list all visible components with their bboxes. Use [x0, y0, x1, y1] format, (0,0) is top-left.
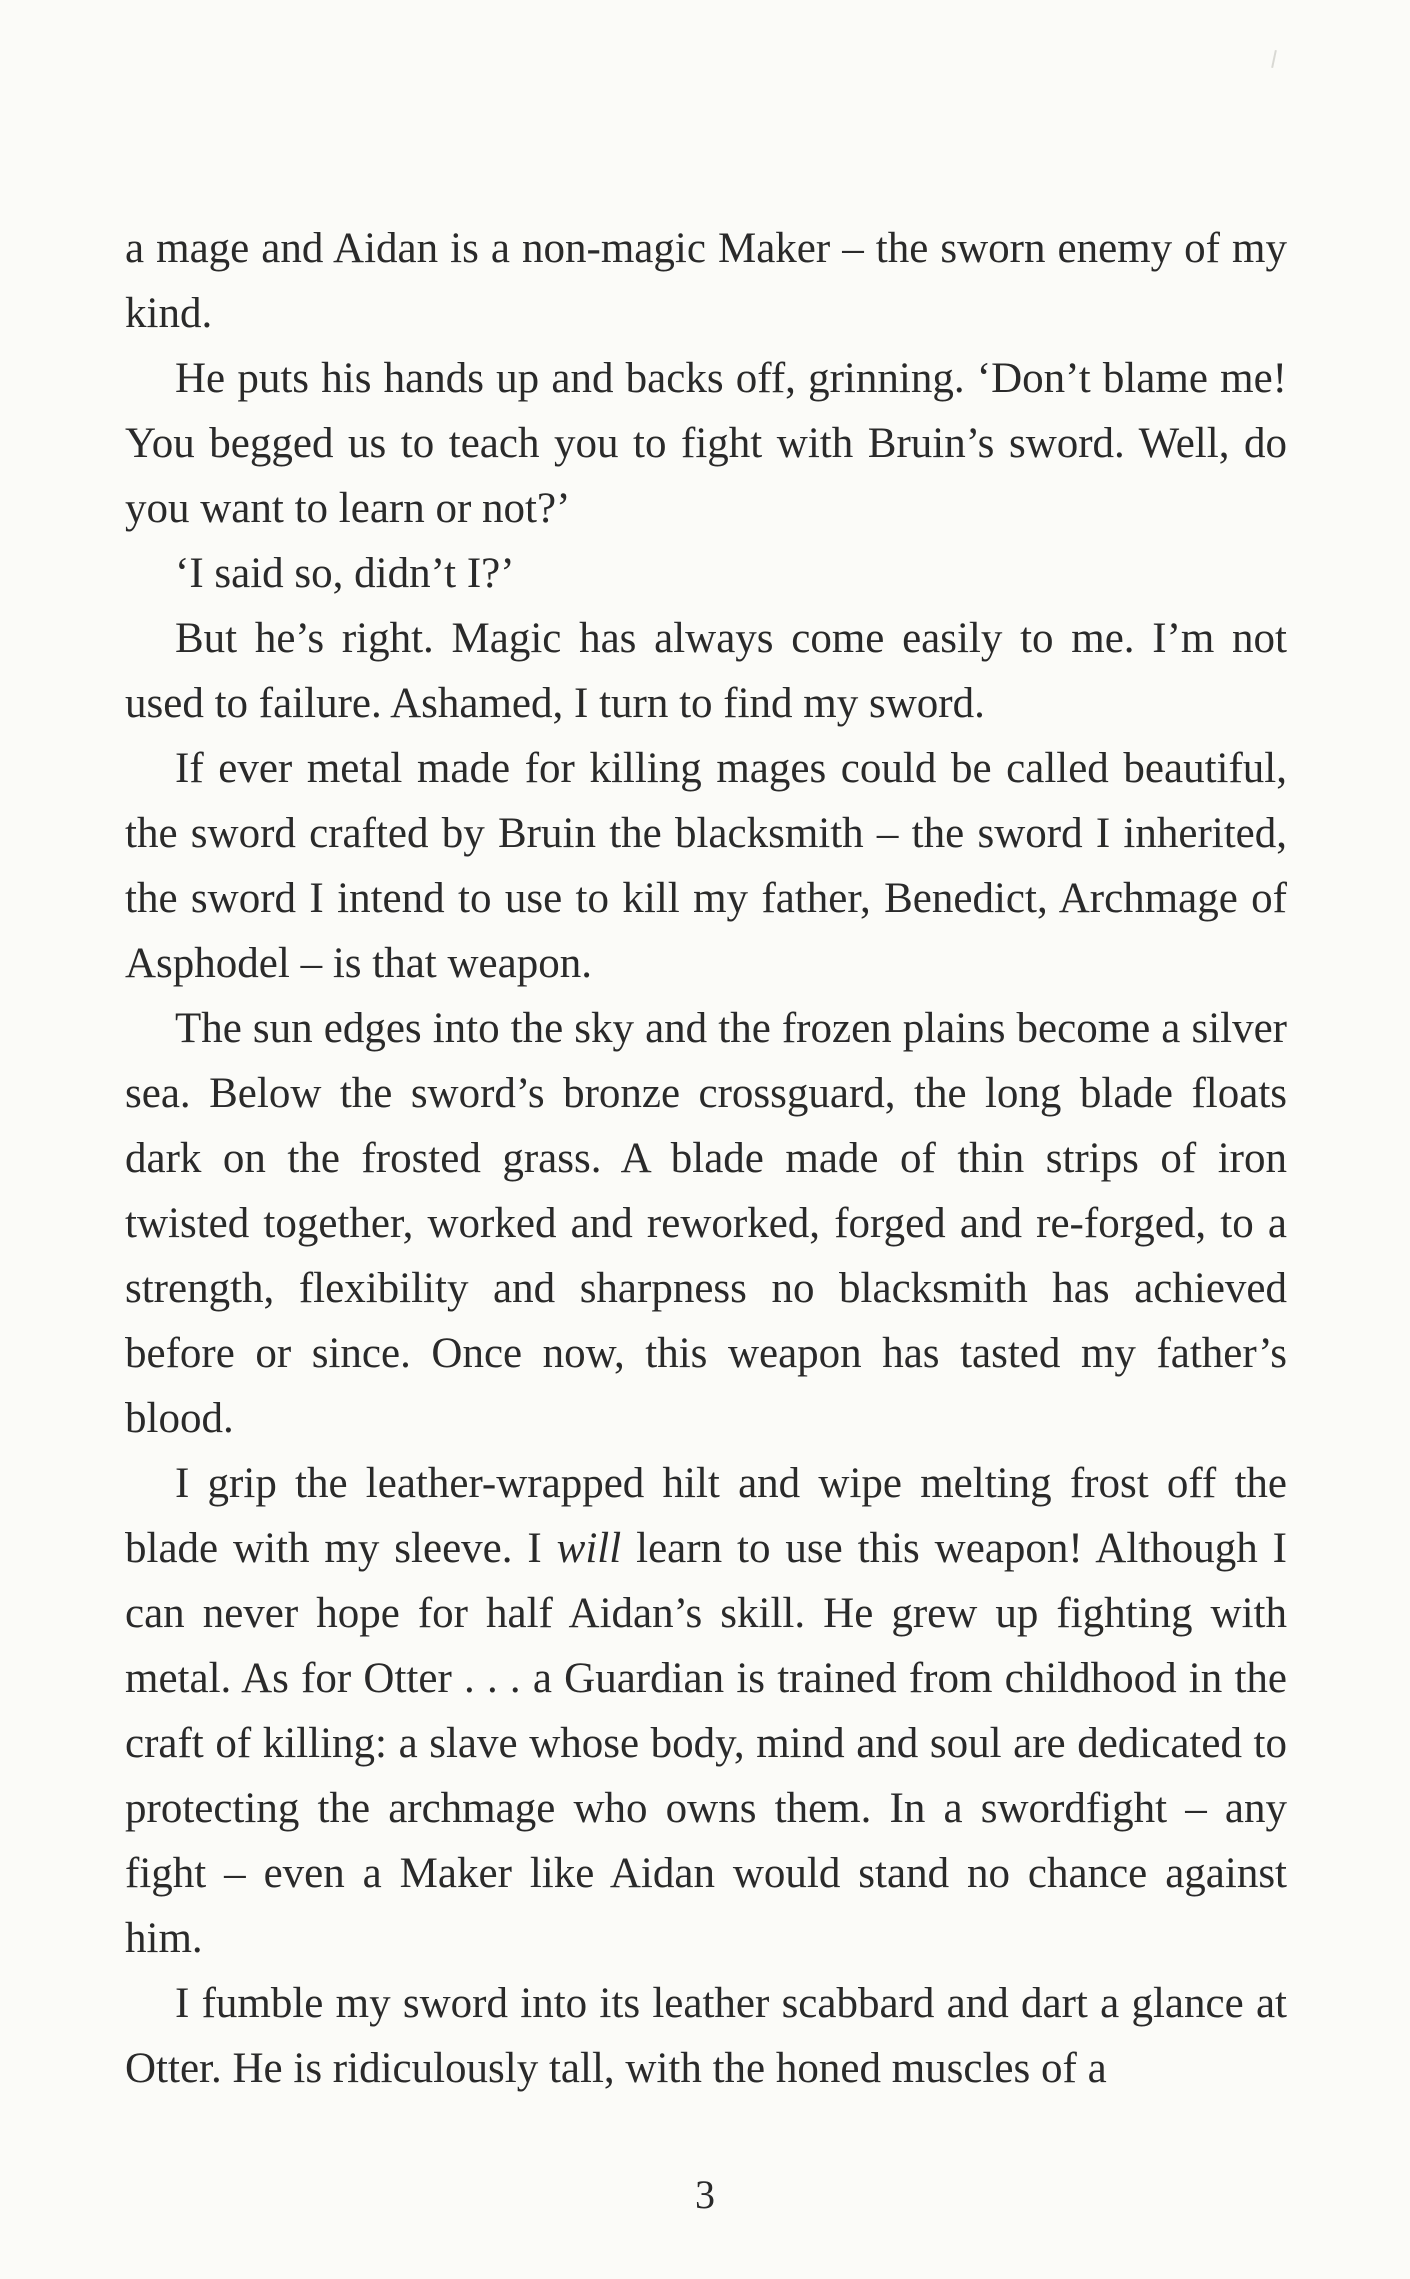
scan-artifact [1271, 50, 1277, 68]
page-number: 3 [695, 2172, 715, 2217]
paragraph-2: He puts his hands up and backs off, grinning. ‘Don’t blame me! You begged us to teach you to fight with Bruin’s sword. Well, do you want to learn or not?’ [125, 355, 1287, 532]
paragraph-5: If ever metal made for killing mages could be called beautiful, the sword crafted by Bruin the blacksmith – the sword I inherited, the sword I intend to use to kill my father, Benedict, Archmage of Asphodel – is that weapon. [125, 745, 1287, 987]
paragraph-7-end: learn to use this weapon! Although I can never hope for half Aidan’s skill. He grew up fighting with metal. As for Otter . . . a Guardian is trained from childhood in the craft of killing: a slave whose body, mind and soul are dedicated to protecting the archmage who owns them. In a swordfight – any fight – even a Maker like Aidan would stand no chance against him. [125, 1525, 1287, 1962]
emphasis-will: will [556, 1525, 622, 1572]
paragraph-8: I fumble my sword into its leather scabbard and dart a glance at Otter. He is ridiculously tall, with the honed muscles of a [125, 1980, 1287, 2092]
paragraph-4: But he’s right. Magic has always come easily to me. I’m not used to failure. Ashamed, I turn to find my sword. [125, 615, 1287, 727]
paragraph-3: ‘I said so, didn’t I?’ [175, 550, 515, 597]
paragraph-6: The sun edges into the sky and the frozen plains become a silver sea. Below the sword’s bronze crossguard, the long blade floats dark on the frosted grass. A blade made of thin strips of iron twisted together, worked and reworked, forged and re-forged, to a strength, flexibility and sharpness no blacksmith has achieved before or since. Once now, this weapon has tasted my father’s blood. [125, 1005, 1287, 1442]
paragraph-7-start: I grip the leather-wrapped hilt and wipe melting frost off the blade with my sleeve. I [125, 1460, 1287, 1572]
paragraph-7 [125, 1451, 1287, 1971]
body-text [125, 216, 1287, 2101]
paragraph-1: a mage and Aidan is a non-magic Maker – the sworn enemy of my kind. [125, 225, 1287, 337]
